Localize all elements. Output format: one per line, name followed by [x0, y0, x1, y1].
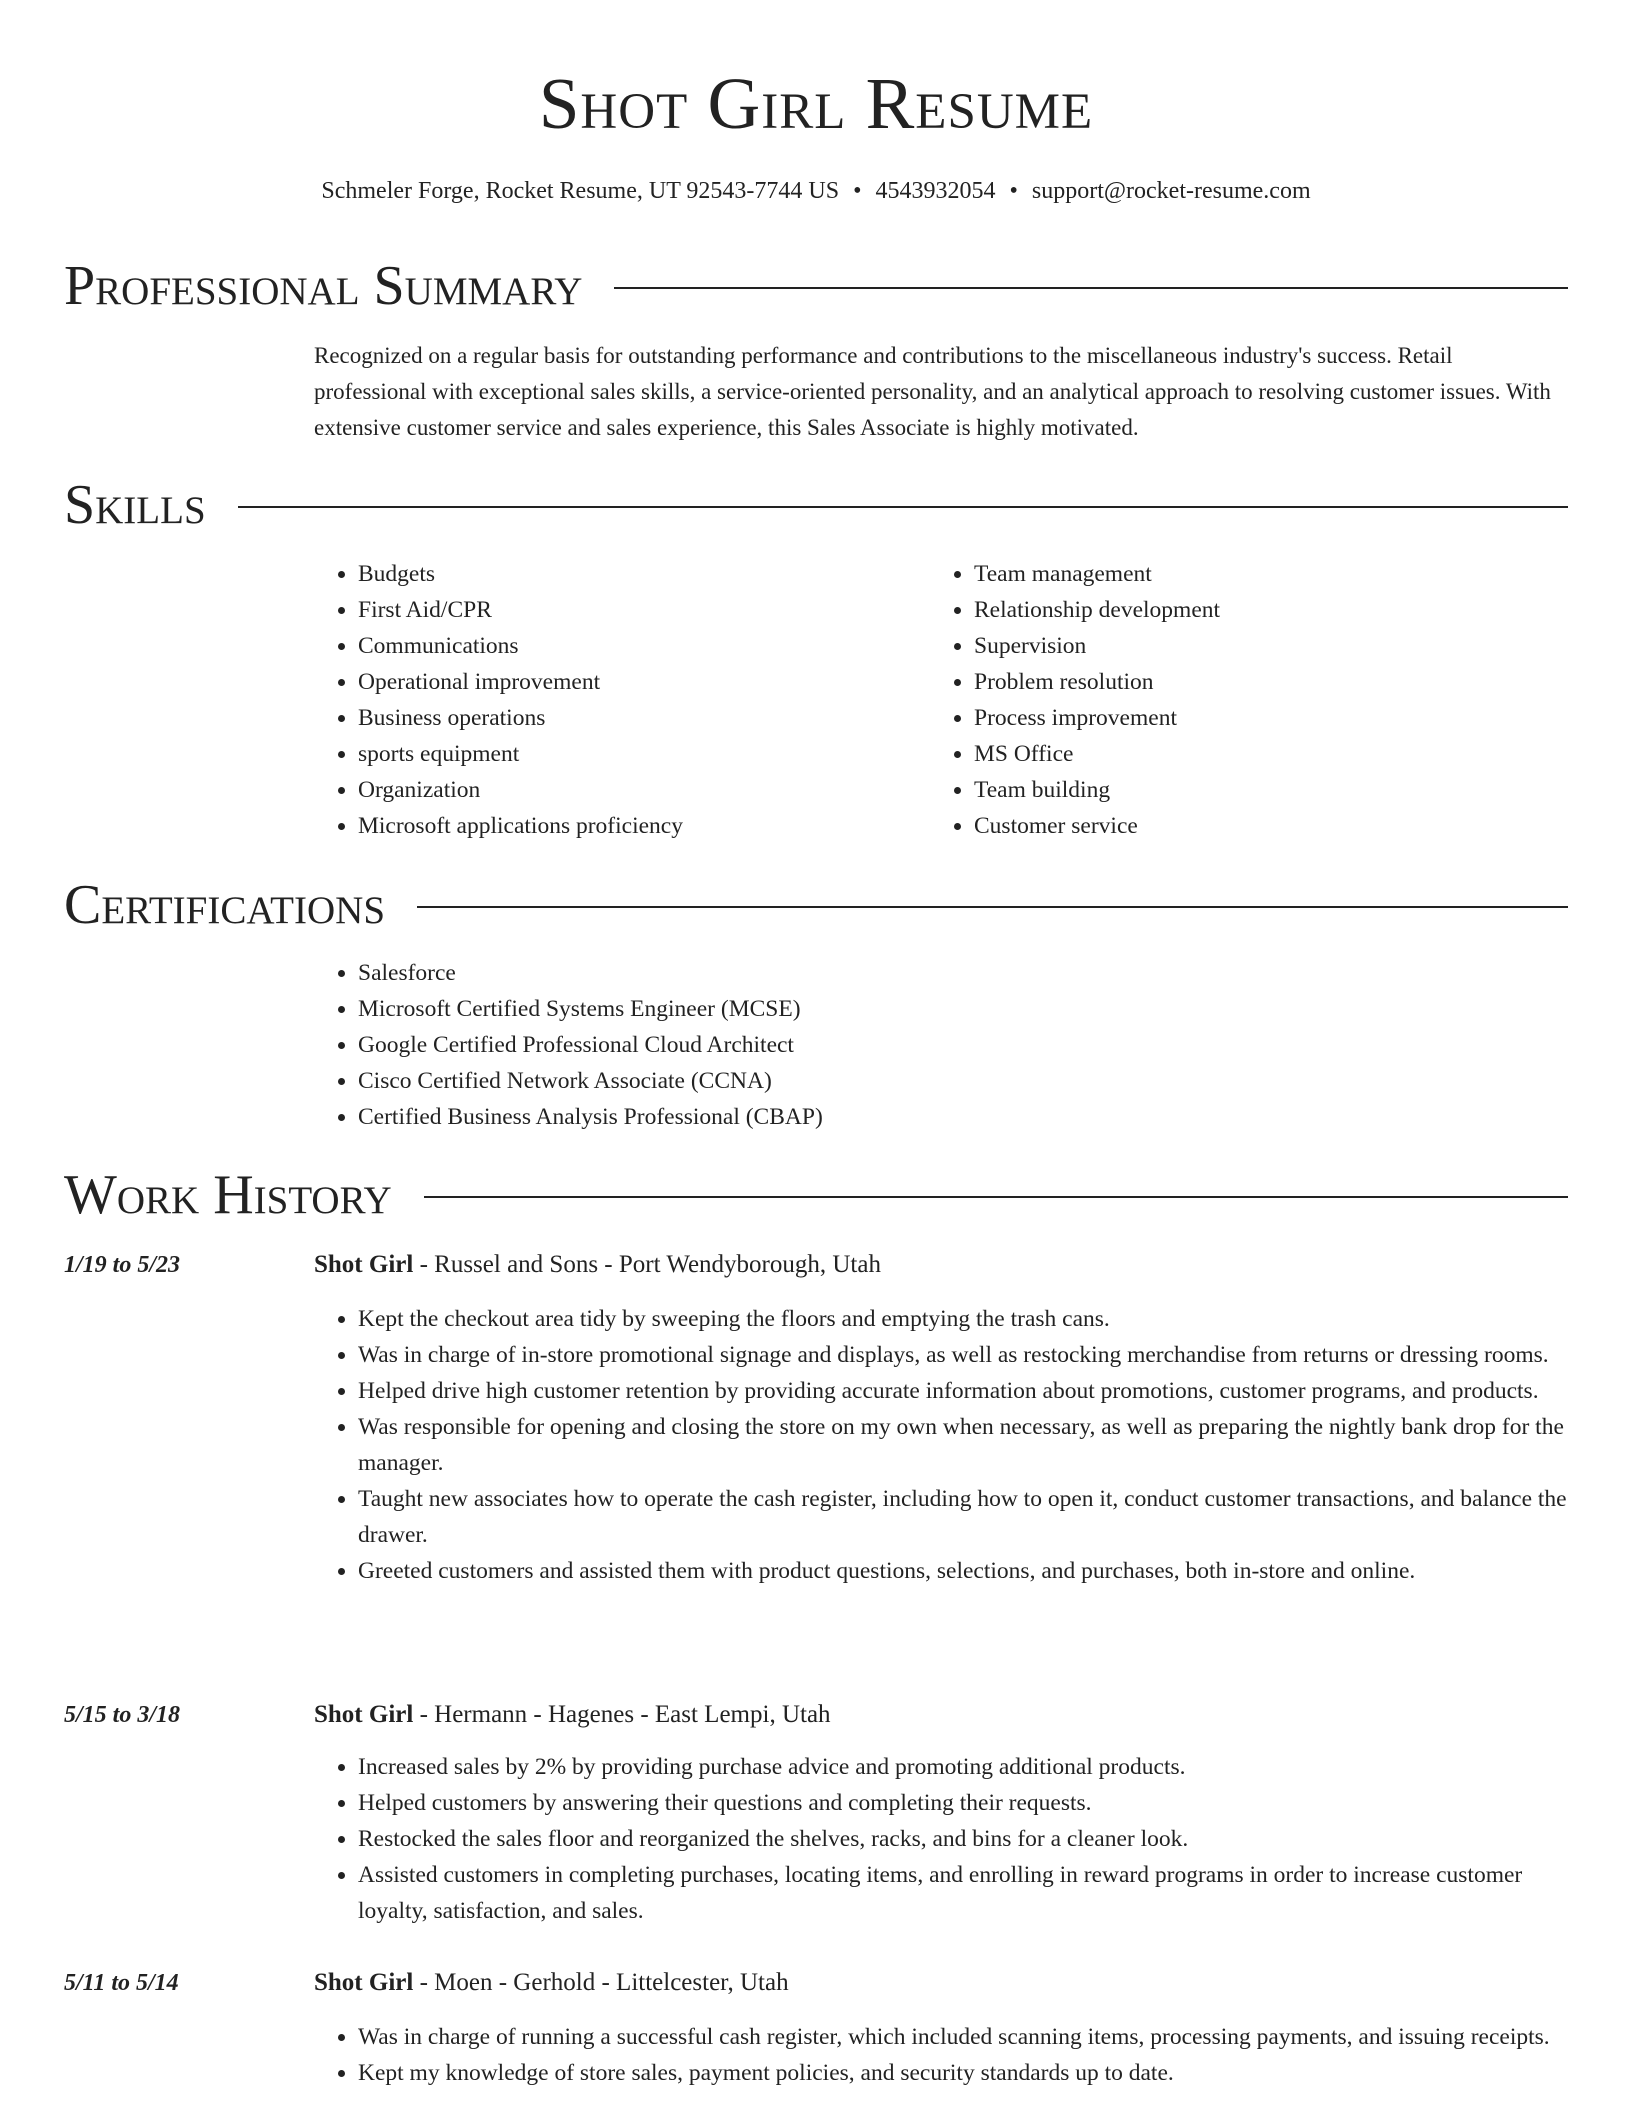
job-duties [314, 1301, 1568, 1589]
section-divider [614, 287, 1568, 289]
skill-item: • Problem resolution [974, 664, 1530, 700]
section-divider [424, 1196, 1568, 1198]
contact-line [0, 176, 1632, 206]
skills-column-left [314, 556, 874, 844]
duty-item: • Restocked the sales floor and reorganized the shelves, racks, and bins for a cleaner look. [358, 1821, 1568, 1857]
section-title: Skills [64, 474, 206, 536]
skill-item: • Process improvement [974, 700, 1530, 736]
skill-item: • Organization [358, 772, 874, 808]
duty-item: • Was in charge of running a successful cash register, which included scanning items, processing payments, and issuing receipts. [358, 2019, 1568, 2055]
job-details: - Moen - Gerhold - Littelcester, Utah [413, 1969, 789, 1996]
contact-separator: • [1009, 178, 1018, 204]
job-details: - Russel and Sons - Port Wendyborough, Utah [413, 1251, 881, 1278]
skill-item: • sports equipment [358, 736, 874, 772]
job-heading [314, 1249, 1568, 1281]
contact-email: support@rocket-resume.com [1031, 178, 1311, 204]
section-summary-heading [64, 254, 1568, 318]
duty-item: • Helped customers by answering their questions and completing their requests. [358, 1785, 1568, 1821]
job-heading [314, 1699, 1568, 1731]
certifications-list [314, 955, 1514, 1135]
duty-item: • Helped drive high customer retention by providing accurate information about promotions, customer programs, and products. [358, 1373, 1568, 1409]
section-divider [417, 906, 1568, 908]
section-title: Professional Summary [64, 255, 583, 317]
duty-item: • Kept my knowledge of store sales, payment policies, and security standards up to date. [358, 2055, 1568, 2091]
job-dates: 5/11 to 5/14 [64, 1970, 179, 1996]
duty-item: • Was in charge of in-store promotional signage and displays, as well as restocking merchandise from returns or dressing rooms. [358, 1337, 1568, 1373]
job-position: Shot Girl [314, 1251, 414, 1278]
job-dates: 1/19 to 5/23 [64, 1252, 181, 1278]
summary-text: Recognized on a regular basis for outstanding performance and contributions to the miscellaneous industry's success. Retail professional with exceptional sales skills, a service-oriented personality, and an analytical approach to resolving customer issues. With extensive customer service and sales experience, this Sales Associate is highly motivated. [314, 343, 1551, 440]
duty-item: • Increased sales by 2% by providing purchase advice and promoting additional products. [358, 1749, 1568, 1785]
job-duties [314, 2019, 1568, 2091]
certification-item: • Microsoft Certified Systems Engineer (MCSE) [358, 991, 1514, 1027]
duty-item: • Taught new associates how to operate the cash register, including how to open it, conduct customer transactions, and balance the drawer. [358, 1481, 1568, 1553]
certification-item: • Certified Business Analysis Professional (CBAP) [358, 1099, 1514, 1135]
job-position: Shot Girl [314, 1969, 414, 1996]
skill-item: • Operational improvement [358, 664, 874, 700]
job-duties [314, 1749, 1568, 1929]
section-certifications-heading [64, 873, 1568, 937]
skill-item: • Budgets [358, 556, 874, 592]
skill-item: • First Aid/CPR [358, 592, 874, 628]
job-heading [314, 1967, 1568, 1999]
skill-item: • Communications [358, 628, 874, 664]
certification-item: • Salesforce [358, 955, 1514, 991]
contact-phone: 4543932054 [875, 178, 996, 204]
certification-item: • Cisco Certified Network Associate (CCNA) [358, 1063, 1514, 1099]
duty-item: • Kept the checkout area tidy by sweeping the floors and emptying the trash cans. [358, 1301, 1568, 1337]
job-details: - Hermann - Hagenes - East Lempi, Utah [413, 1701, 831, 1728]
skill-item: • Customer service [974, 808, 1530, 844]
job-dates: 5/15 to 3/18 [64, 1702, 181, 1728]
section-work-heading [64, 1163, 1568, 1227]
job-position: Shot Girl [314, 1701, 414, 1728]
skill-item: • Team building [974, 772, 1530, 808]
skill-item: • Supervision [974, 628, 1530, 664]
contact-address: Schmeler Forge, Rocket Resume, UT 92543-7744 US [321, 178, 840, 204]
skill-item: • Relationship development [974, 592, 1530, 628]
duty-item: • Greeted customers and assisted them with product questions, selections, and purchases, both in-store and online. [358, 1553, 1568, 1589]
skill-item: • MS Office [974, 736, 1530, 772]
certification-item: • Google Certified Professional Cloud Architect [358, 1027, 1514, 1063]
section-title: Work History [64, 1164, 392, 1226]
section-skills-heading [64, 473, 1568, 537]
contact-separator: • [853, 178, 862, 204]
skill-item: • Team management [974, 556, 1530, 592]
duty-item: • Assisted customers in completing purchases, locating items, and enrolling in reward programs in order to increase customer loyalty, satisfaction, and sales. [358, 1857, 1568, 1929]
skills-column-right [930, 556, 1530, 844]
section-divider [238, 506, 1568, 508]
skill-item: • Business operations [358, 700, 874, 736]
skill-item: • Microsoft applications proficiency [358, 808, 874, 844]
section-title: Certifications [64, 874, 386, 936]
resume-name: Shot Girl Resume [538, 63, 1094, 144]
duty-item: • Was responsible for opening and closing the store on my own when necessary, as well as preparing the nightly bank drop for the manager. [358, 1409, 1568, 1481]
